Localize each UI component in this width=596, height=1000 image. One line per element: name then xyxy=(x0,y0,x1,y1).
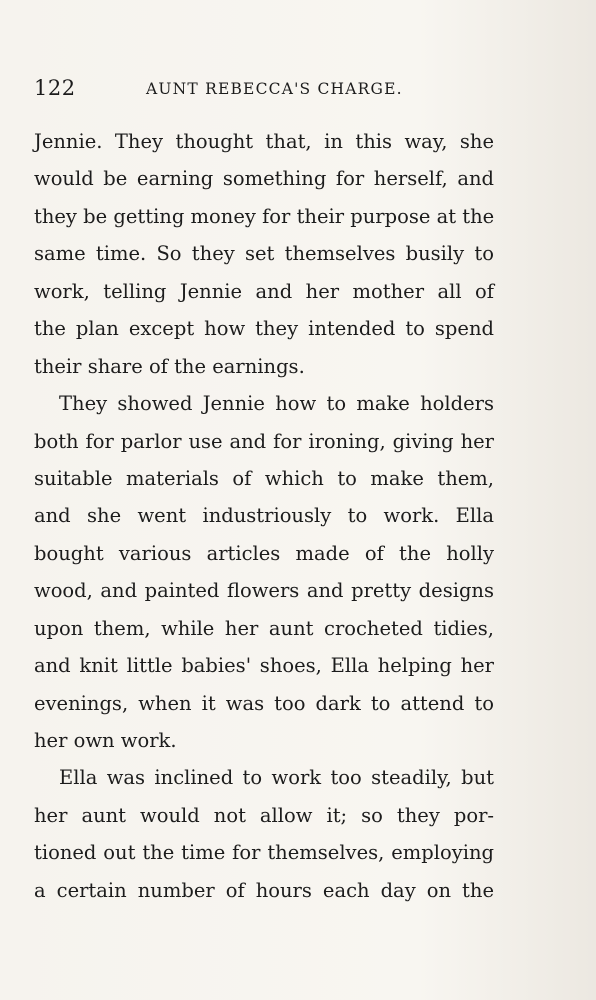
text-line: evenings, when it was too dark to attend to xyxy=(34,691,494,715)
body-text xyxy=(34,123,494,909)
text-line: both for parlor use and for ironing, giving her xyxy=(34,429,494,453)
text-line: the plan except how they intended to spend xyxy=(34,317,494,341)
text-line: her aunt would not allow it; so they por- xyxy=(34,803,494,827)
text-line: They showed Jennie how to make holders xyxy=(59,392,494,416)
text-line: their share of the earnings. xyxy=(34,354,305,378)
text-line: work, telling Jennie and her mother all of xyxy=(34,279,494,303)
text-line: wood, and painted flowers and pretty designs xyxy=(34,579,494,603)
text-line: they be getting money for their purpose at the xyxy=(34,204,495,228)
running-head: AUNT REBECCA'S CHARGE. xyxy=(146,80,403,98)
text-line: would be earning something for herself, and xyxy=(34,167,494,191)
text-line: suitable materials of which to make them, xyxy=(34,466,494,490)
text-line: tioned out the time for themselves, employing xyxy=(34,841,494,865)
text-line: and she went industriously to work. Ella xyxy=(34,504,494,528)
text-line: upon them, while her aunt crocheted tidies, xyxy=(34,616,494,640)
text-line: a certain number of hours each day on the xyxy=(34,878,494,902)
text-line: and knit little babies' shoes, Ella helping her xyxy=(34,654,494,678)
text-line: Ella was inclined to work too steadily, but xyxy=(59,766,494,790)
text-line: bought various articles made of the holly xyxy=(34,541,494,565)
text-line: same time. So they set themselves busily to xyxy=(34,242,494,266)
page-number: 122 xyxy=(34,76,76,100)
page-header xyxy=(34,76,554,104)
text-line: her own work. xyxy=(34,729,177,752)
text-line: Jennie. They thought that, in this way, she xyxy=(34,130,494,153)
